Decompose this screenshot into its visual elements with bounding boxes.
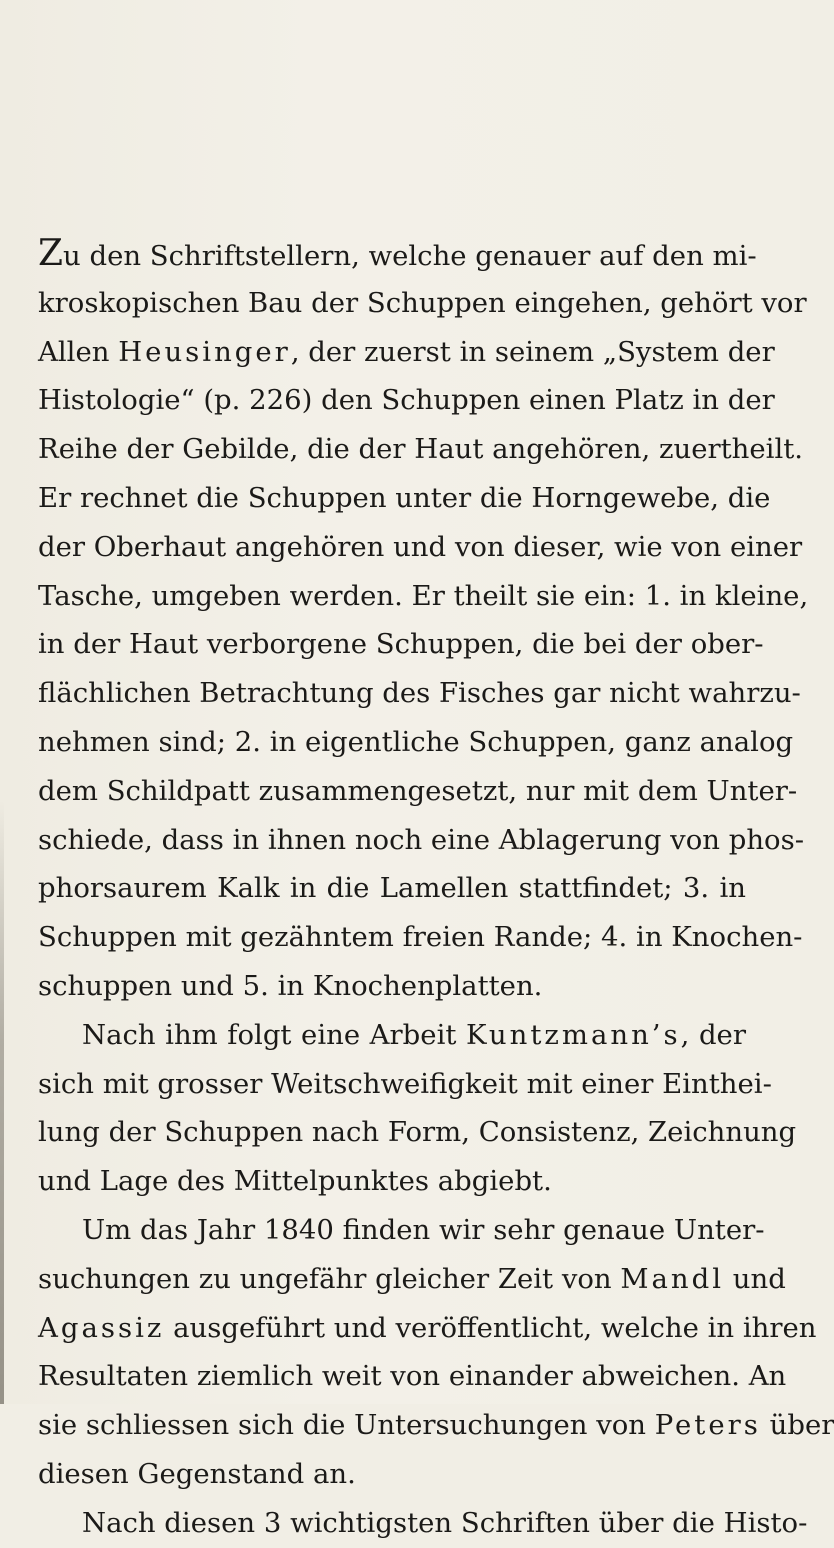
text-segment: suchungen zu ungefähr gleicher Zeit von bbox=[38, 1262, 621, 1295]
text-segment: Heusinger bbox=[118, 335, 291, 368]
text-line bbox=[38, 1304, 817, 1353]
text-line bbox=[38, 864, 746, 913]
text-line bbox=[38, 962, 746, 1011]
text-segment: Er rechnet die Schuppen unter die Horngewebe, die bbox=[38, 481, 771, 514]
text-segment: , der bbox=[680, 1018, 746, 1051]
text-segment: phorsaurem Kalk in die Lamellen stattfindet; 3. in bbox=[38, 872, 746, 905]
text-segment: Resultaten ziemlich weit von einander abweichen. An bbox=[38, 1360, 787, 1393]
text-segment: nehmen sind; 2. in eigentliche Schuppen, ganz analog bbox=[38, 725, 794, 758]
text-line bbox=[38, 425, 804, 474]
text-segment: Peters bbox=[654, 1409, 761, 1442]
text-segment: sie schliessen sich die Untersuchungen von bbox=[38, 1409, 655, 1442]
text-segment: diesen Gegenstand an. bbox=[38, 1457, 356, 1490]
text-line bbox=[38, 1157, 746, 1206]
text-line bbox=[38, 718, 794, 767]
text-segment: ausgeführt und veröffentlicht, welche in ihren bbox=[164, 1311, 817, 1344]
text-segment: Nach diesen 3 wichtigsten Schriften über die Histo- bbox=[82, 1506, 808, 1539]
text-line bbox=[38, 279, 807, 328]
text-line bbox=[38, 1108, 797, 1157]
text-line bbox=[38, 376, 775, 425]
body-text bbox=[38, 230, 834, 1548]
text-line bbox=[38, 1011, 746, 1060]
text-line bbox=[38, 328, 775, 377]
text-segment: lung der Schuppen nach Form, Consistenz, Zeichnung bbox=[38, 1116, 797, 1149]
text-segment: über bbox=[760, 1409, 834, 1442]
text-segment: schuppen und 5. in Knochenplatten. bbox=[38, 969, 543, 1002]
text-segment: dem Schildpatt zusammengesetzt, nur mit dem Unter- bbox=[38, 774, 798, 807]
text-line bbox=[38, 230, 757, 279]
text-line bbox=[38, 1352, 787, 1401]
text-line bbox=[38, 913, 803, 962]
text-line bbox=[38, 767, 798, 816]
text-segment: Histologie“ (p. 226) den Schuppen einen Platz in der bbox=[38, 384, 775, 417]
text-segment: sich mit grosser Weitschweifigkeit mit einer Einthei- bbox=[38, 1067, 772, 1100]
text-line bbox=[38, 1450, 746, 1499]
text-segment: Kuntzmann’s bbox=[465, 1018, 681, 1051]
text-segment: kroskopischen Bau der Schuppen eingehen, gehört vor bbox=[38, 286, 807, 319]
text-segment: Reihe der Gebilde, die der Haut angehören, zuertheilt. bbox=[38, 433, 804, 466]
text-segment: der Oberhaut angehören und von dieser, wie von einer bbox=[38, 530, 803, 563]
text-segment: Tasche, umgeben werden. Er theilt sie ein: 1. in kleine, bbox=[38, 579, 809, 612]
text-segment: in der Haut verborgene Schuppen, die bei der ober- bbox=[38, 628, 764, 661]
text-segment: Z bbox=[38, 233, 64, 274]
text-segment: u den Schriftstellern, welche genauer auf den mi- bbox=[63, 240, 757, 272]
text-line bbox=[38, 523, 803, 572]
text-segment: und Lage des Mittelpunktes abgiebt. bbox=[38, 1165, 552, 1198]
text-line bbox=[38, 1255, 786, 1304]
text-segment: , der zuerst in seinem „System der bbox=[290, 335, 775, 368]
page-edge-shadow bbox=[0, 800, 4, 1404]
text-line bbox=[38, 669, 801, 718]
text-line bbox=[38, 1206, 765, 1255]
text-segment: Agassiz bbox=[38, 1311, 165, 1344]
text-line bbox=[38, 1401, 834, 1450]
text-line bbox=[38, 1060, 772, 1109]
text-segment: Mandl bbox=[620, 1262, 725, 1295]
text-line bbox=[38, 572, 809, 621]
text-segment: und bbox=[724, 1262, 786, 1295]
text-line bbox=[38, 474, 771, 523]
text-segment: Schuppen mit gezähntem freien Rande; 4. in Knochen- bbox=[38, 921, 803, 954]
text-segment: Allen bbox=[38, 335, 119, 368]
text-segment: Nach ihm folgt eine Arbeit bbox=[82, 1018, 466, 1051]
text-line bbox=[38, 620, 764, 669]
text-segment: Um das Jahr 1840 finden wir sehr genaue Unter- bbox=[82, 1213, 765, 1246]
text-segment: schiede, dass in ihnen noch eine Ablagerung von phos- bbox=[38, 823, 804, 856]
text-line bbox=[38, 816, 804, 865]
text-line bbox=[38, 1499, 808, 1548]
text-segment: flächlichen Betrachtung des Fisches gar nicht wahrzu- bbox=[38, 677, 801, 710]
